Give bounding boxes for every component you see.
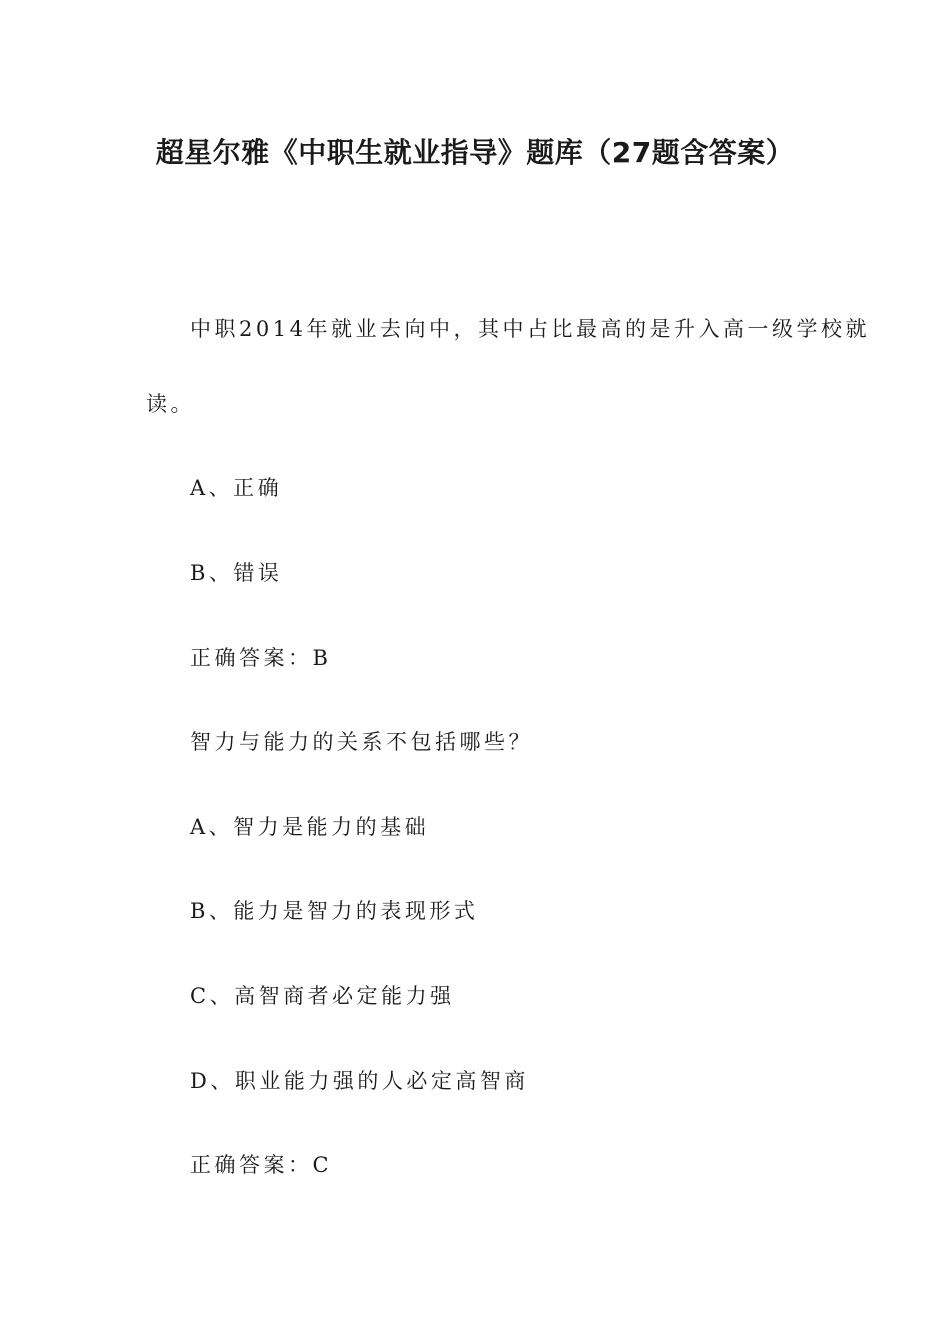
option-d: D、职业能力强的人必定高智商 <box>190 1069 529 1093</box>
question-stem: 智力与能力的关系不包括哪些？ <box>190 730 533 754</box>
correct-answer: 正确答案：C <box>190 1153 333 1177</box>
option-a: A、智力是能力的基础 <box>190 815 430 839</box>
document-title: 超星尔雅《中职生就业指导》题库（27题含答案） <box>155 136 795 169</box>
option-c: C、高智商者必定能力强 <box>190 984 455 1008</box>
option-b: B、能力是智力的表现形式 <box>190 899 479 923</box>
option-a: A、正确 <box>190 476 283 500</box>
option-b: B、错误 <box>190 561 283 585</box>
question-stem: 中职2014年就业去向中，其中占比最高的是升入高一级学校就 <box>190 317 870 341</box>
correct-answer: 正确答案：B <box>190 646 332 670</box>
question-stem-continuation: 读。 <box>146 392 195 416</box>
